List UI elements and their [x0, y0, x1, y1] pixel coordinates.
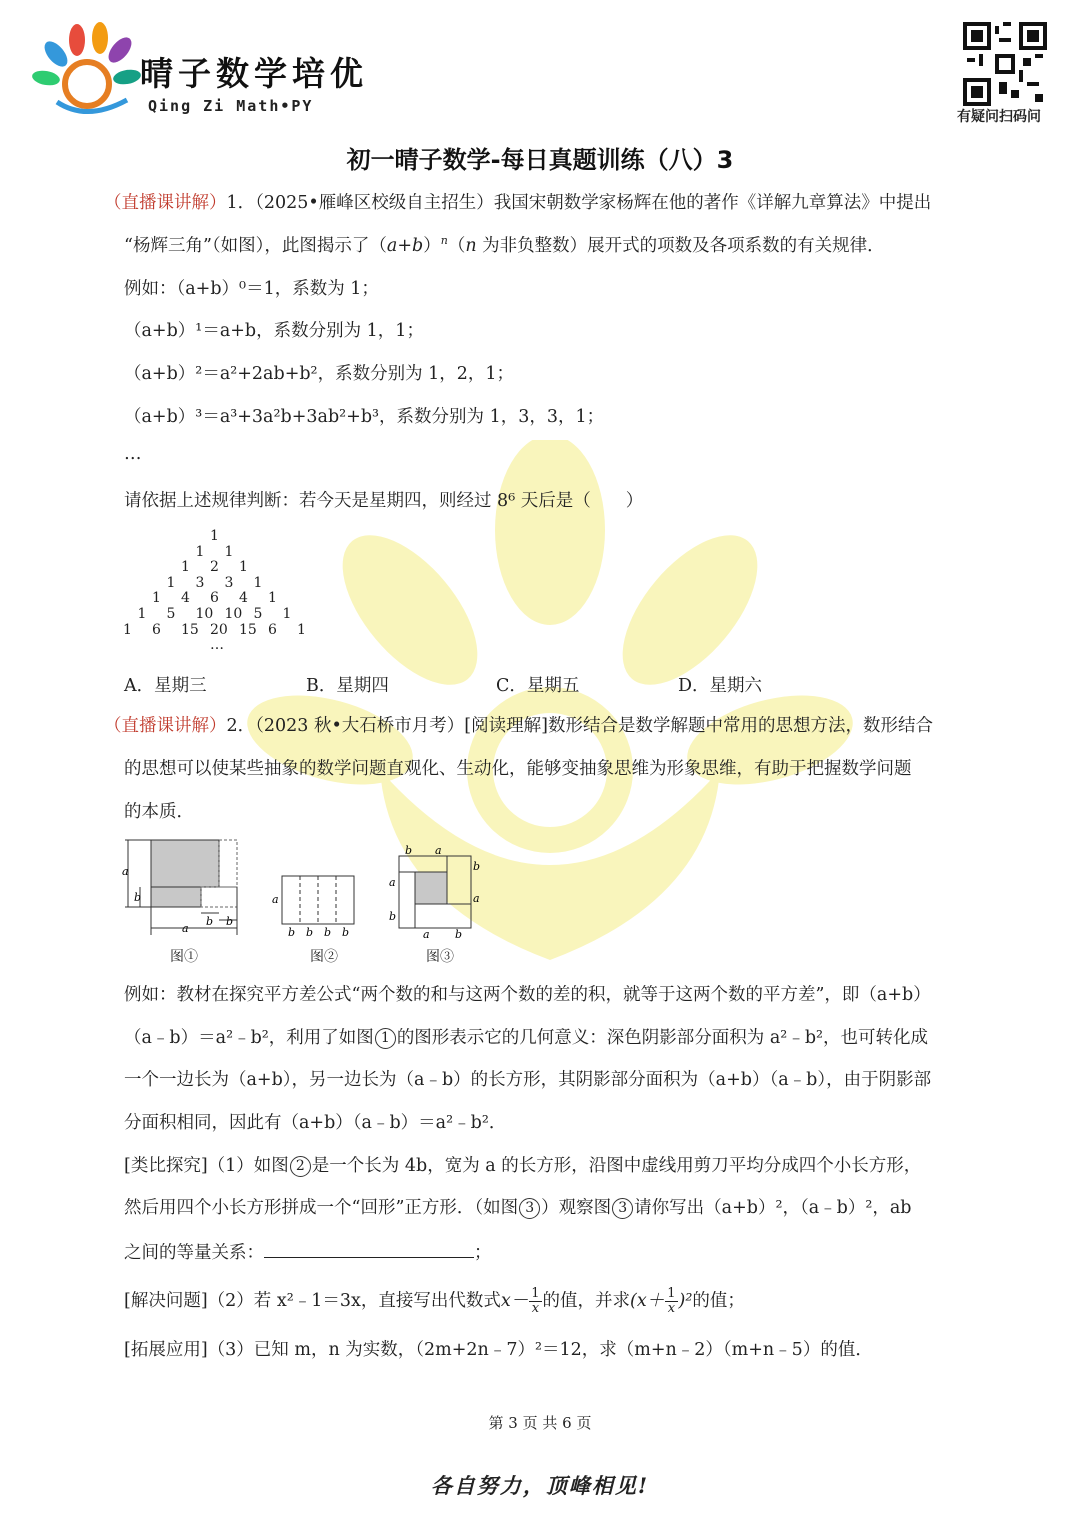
- page-footer: 第 3 页 共 6 页: [488, 1414, 592, 1432]
- q2-para-3: 一个一边长为（a+b），另一边长为（a﹣b）的长方形，其阴影部分面积为（a+b）（a﹣b），由于阴影部: [124, 1070, 932, 1090]
- triangle-cell: 15: [239, 621, 257, 638]
- q1-ellipsis: …: [124, 444, 142, 464]
- q1-example-0: 例如：（a+b）⁰＝1，系数为 1；: [124, 279, 379, 299]
- option-b[interactable]: B．星期四: [306, 676, 389, 696]
- triangle-cell: 20: [210, 621, 228, 638]
- triangle-cell: 1: [210, 528, 219, 544]
- triangle-cell: 1: [152, 590, 161, 607]
- q1-stem: 1．（2025•雁峰区校级自主招生）我国宋朝数学家杨辉在他的著作《详解九章算法》中提出: [226, 193, 932, 213]
- q1-example-2: （a+b）²＝a²+2ab+b²，系数分别为 1，2，1；: [124, 364, 515, 384]
- svg-text:a: a: [389, 876, 396, 889]
- svg-text:b: b: [226, 915, 234, 928]
- svg-text:b: b: [473, 860, 481, 873]
- triangle-cell: …: [210, 637, 224, 654]
- q2-para-4: 分面积相同，因此有（a+b）（a﹣b）＝a²﹣b²．: [124, 1113, 507, 1133]
- triangle-cell: 1: [123, 621, 132, 638]
- q1-line1: [104, 191, 931, 215]
- q2-para-1: 例如：教材在探究平方差公式“两个数的和与这两个数的差的积，就等于这两个数的平方差”，即（a+b）: [124, 985, 931, 1005]
- triangle-cell: 15: [181, 621, 199, 638]
- triangle-cell: 1: [253, 574, 263, 591]
- triangle-cell: 4: [181, 590, 190, 607]
- q1-line2: “杨辉三角”（如图），此图揭示了$(a+b)^n(n$ 为非负整数）展开式的项数及各项系数的有关规律．: [124, 234, 885, 256]
- q2-sub1-line2: 然后用四个小长方形拼成一个“回形”正方形．（如图 3 ）观察图 3 请你写出（a+b）²，（a﹣b）²，ab: [124, 1198, 912, 1218]
- svg-text:b: b: [306, 926, 314, 939]
- triangle-cell: 6: [152, 621, 161, 638]
- q1-question: 请依据上述规律判断：若今天是星期四，则经过 8⁶ 天后是（ ）: [124, 491, 644, 511]
- triangle-cell: 3: [224, 574, 234, 591]
- fraction-1-over-x: $\frac{1}{x}$: [531, 1286, 540, 1316]
- q1-example-1: （a+b）¹＝a+b，系数分别为 1，1；: [124, 321, 424, 341]
- q2-line3: 的本质．: [124, 802, 194, 822]
- brand-logo-icon: [32, 22, 142, 122]
- q1-tag: （直播课讲解）: [104, 193, 227, 213]
- triangle-cell: 5: [253, 606, 263, 622]
- q2-sub1-line1: [类比探究]（1）如图 2 是一个长为 4b，宽为 a 的长方形，沿图中虚线用剪刀平均分成四个小长方形，: [124, 1156, 922, 1176]
- qr-caption: 有疑问扫码问: [957, 109, 1041, 125]
- triangle-cell: 5: [166, 606, 176, 622]
- triangle-cell: 6: [210, 590, 219, 607]
- q2-line1: [104, 714, 933, 738]
- triangle-cell: 3: [195, 574, 205, 591]
- brand-name-en: Qing Zi Math•PY: [148, 97, 314, 115]
- q1-example-3: （a+b）³＝a³+3a²b+3ab²+b³，系数分别为 1，3，3，1；: [124, 407, 605, 427]
- fig1-label-a: a: [122, 865, 129, 878]
- figure-2-caption: 图②: [310, 949, 338, 965]
- q2-para-2: （a﹣b）＝a²﹣b²，利用了如图 1 的图形表示它的几何意义：深色阴影部分面积为 a²﹣b²，也可转化成: [124, 1028, 929, 1048]
- svg-text:b: b: [455, 928, 463, 941]
- triangle-cell: 2: [210, 559, 219, 576]
- qr-code-icon: [963, 22, 1047, 106]
- svg-text:a: a: [182, 922, 189, 935]
- page-title: 初一晴子数学-每日真题训练（八）3: [346, 146, 734, 174]
- svg-text:b: b: [134, 891, 142, 904]
- triangle-cell: 1: [297, 621, 306, 638]
- option-d[interactable]: D．星期六: [678, 676, 763, 696]
- triangle-cell: 1: [268, 590, 277, 607]
- triangle-cell: 1: [239, 559, 248, 576]
- svg-text:b: b: [405, 844, 413, 857]
- q2-sub1-line3: 之间的等量关系： ；: [124, 1239, 492, 1265]
- triangle-cell: 6: [268, 621, 277, 638]
- figure-1-caption: 图①: [170, 949, 198, 965]
- q2-sub3: [拓展应用]（3）已知 m，n 为实数，（2m+2n﹣7）²＝12，求（m+n﹣2）（m+n﹣5）的值．: [124, 1340, 873, 1360]
- svg-text:b: b: [288, 926, 296, 939]
- figure-3-caption: 图③: [426, 949, 454, 965]
- answer-blank[interactable]: [264, 1239, 474, 1258]
- triangle-cell: 1: [224, 543, 234, 560]
- q2-tag: （直播课讲解）: [104, 716, 227, 736]
- triangle-cell: 4: [239, 590, 248, 607]
- slogan: 各自努力，顶峰相见!: [430, 1473, 650, 1498]
- brand-name: 晴子数学培优: [140, 54, 368, 93]
- figure-1: [120, 835, 245, 945]
- option-c[interactable]: C．星期五: [496, 676, 580, 696]
- svg-text:b: b: [342, 926, 350, 939]
- svg-text:b: b: [206, 915, 214, 928]
- svg-text:a: a: [473, 892, 480, 905]
- triangle-cell: 10: [224, 606, 243, 622]
- svg-text:a: a: [272, 893, 279, 906]
- svg-text:b: b: [324, 926, 332, 939]
- svg-text:a: a: [435, 844, 442, 857]
- figure-2: [268, 870, 368, 940]
- q2-line2: 的思想可以使某些抽象的数学问题直观化、生动化，能够变抽象思维为形象思维，有助于把握数学问题: [124, 759, 912, 779]
- triangle-cell: 10: [195, 606, 214, 622]
- triangle-cell: 1: [137, 606, 147, 622]
- triangle-cell: 1: [195, 543, 205, 560]
- q2-sub2: [解决问题]（2）若 x²﹣1＝3x，直接写出代数式x－ $\frac{1}{x}$ 的值，并求(x＋ $\frac{1}{x}$ )²的值；: [124, 1286, 745, 1316]
- triangle-cell: 1: [282, 606, 292, 622]
- option-a[interactable]: A．星期三: [124, 676, 207, 696]
- figure-3: [385, 842, 485, 942]
- triangle-cell: 1: [166, 574, 176, 591]
- svg-text:b: b: [389, 910, 397, 923]
- triangle-cell: 1: [181, 559, 190, 576]
- q2-stem: 2．（2023 秋•大石桥市月考）[阅读理解]数形结合是数学解题中常用的思想方法，数形结合: [226, 716, 933, 736]
- svg-text:a: a: [423, 928, 430, 941]
